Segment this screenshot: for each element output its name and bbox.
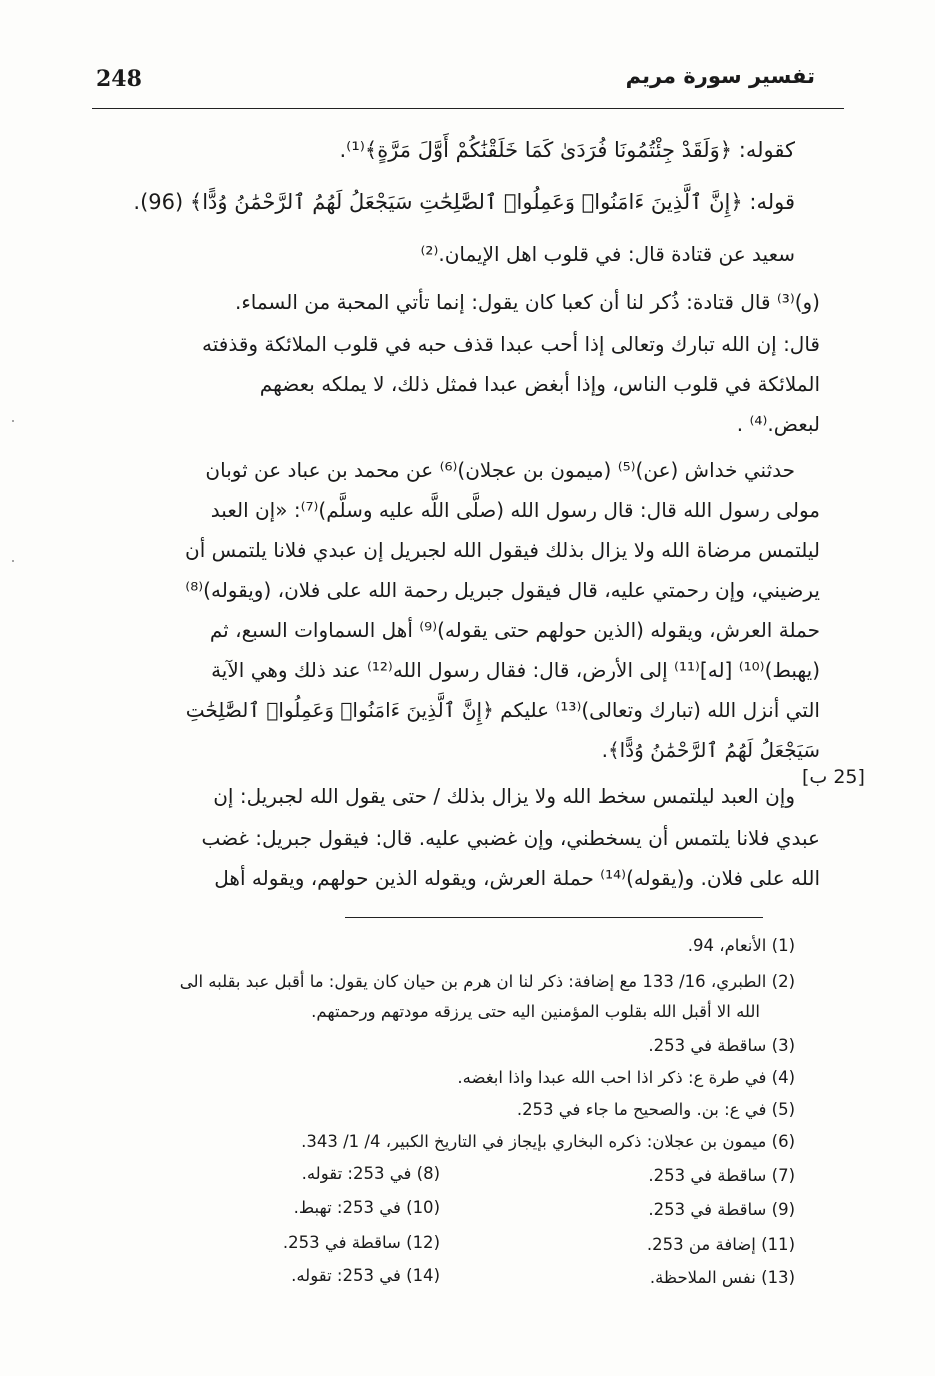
body-line: مولى رسول الله قال: قال رسول الله (صلَّى اللَّه عليه وسلَّم)⁽⁷⁾: «إن العبد <box>210 498 820 522</box>
footnote: (4) في طرة ع: ذكر اذا احب الله عبدا واذا ابغضه. <box>457 1068 795 1087</box>
body-line: لبعض.⁽⁴⁾ . <box>736 412 820 436</box>
footnote-continuation: الله الا أقبل الله بقلوب المؤمنين اليه حتى يرزقه مودتهم ورحمتهم. <box>311 1002 760 1021</box>
body-line: قوله: ﴿إِنَّ ٱلَّذِينَ ءَامَنُوا۟ وَعَمِلُوا۟ ٱلصَّٰلِحَٰتِ سَيَجْعَلُ لَهُمُ ٱلرَّحْمَٰنُ وُدًّا﴾ (96). <box>133 190 795 214</box>
body-line: حدثني خداش (عن)⁽⁵⁾ (ميمون بن عجلان)⁽⁶⁾ عن محمد بن عباد عن ثوبان <box>205 458 795 482</box>
footnote: (5) في ع: بن. والصحيح ما جاء في 253. <box>516 1100 795 1119</box>
footnote-rule <box>345 917 763 918</box>
body-line: الله على فلان. و(يقوله)⁽¹⁴⁾ حملة العرش، ويقوله الذين حولهم، ويقوله أهل <box>214 866 820 890</box>
body-line: (و)⁽³⁾ قال قتادة: ذُكر لنا أن كعبا كان يقول: إنما تأتي المحبة من السماء. <box>235 290 820 314</box>
footnote: (6) ميمون بن عجلان: ذكره البخاري بإيجاز في التاريخ الكبير، 4/ 1/ 343. <box>301 1132 795 1151</box>
header-rule <box>92 108 844 109</box>
body-line: وإن العبد ليلتمس سخط الله ولا يزال بذلك / حتى يقول الله لجبريل: إن <box>213 784 795 808</box>
body-line: التي أنزل الله (تبارك وتعالى)⁽¹³⁾ عليكم ﴿إِنَّ ٱلَّذِينَ ءَامَنُوا۟ وَعَمِلُوا۟ ٱلصَّٰلِحَٰتِ <box>185 698 820 722</box>
body-line: كقوله: ﴿وَلَقَدْ جِئْتُمُونَا فُرَدَىٰ كَمَا خَلَقْنَٰكُمْ أَوَّلَ مَرَّةٍ﴾⁽¹⁾. <box>339 138 795 162</box>
body-line: عبدي فلانا يلتمس أن يسخطني، وإن غضبي عليه. قال: فيقول جبريل: غضب <box>201 826 820 850</box>
footnote: (10) في 253: تهبط. <box>293 1198 440 1217</box>
running-title: تفسير سورة مريم <box>625 64 815 88</box>
scan-speck <box>12 560 14 562</box>
body-line: (يهبط)⁽¹⁰⁾ [له]⁽¹¹⁾ إلى الأرض، قال: فقال رسول الله⁽¹²⁾ عند ذلك وهي الآية <box>211 658 820 682</box>
footnote: (12) ساقطة في 253. <box>282 1233 440 1252</box>
footnote: (13) نفس الملاحظة. <box>649 1268 795 1287</box>
footnote: (3) ساقطة في 253. <box>648 1036 795 1055</box>
footnote: (8) في 253: تقوله. <box>301 1164 440 1183</box>
footnote: (2) الطبري، 16/ 133 مع إضافة: ذكر لنا ان هرم بن حيان كان يقول: ما أقبل عبد بقلبه الى <box>179 972 795 991</box>
body-line: حملة العرش، ويقوله (الذين حولهم حتى يقوله)⁽⁹⁾ أهل السماوات السبع، ثم <box>209 618 820 642</box>
footnote: (7) ساقطة في 253. <box>648 1166 795 1185</box>
body-line: يرضيني، وإن رحمتي عليه، قال فيقول جبريل رحمة الله على فلان، (ويقوله)⁽⁸⁾ <box>185 578 820 602</box>
body-line: سعيد عن قتادة قال: في قلوب اهل الإيمان.⁽²⁾ <box>420 242 795 266</box>
footnote: (9) ساقطة في 253. <box>648 1200 795 1219</box>
folio-margin-note: [25 ب] <box>802 766 865 788</box>
footnote: (14) في 253: تقوله. <box>291 1266 440 1285</box>
footnote: (1) الأنعام، 94. <box>687 936 795 955</box>
body-line: سَيَجْعَلُ لَهُمُ ٱلرَّحْمَٰنُ وُدًّا﴾. <box>601 738 820 762</box>
scan-speck <box>12 420 14 422</box>
body-line: قال: إن الله تبارك وتعالى إذا أحب عبدا قذف حبه في قلوب الملائكة وقذفته <box>202 332 820 356</box>
footnote: (11) إضافة من 253. <box>646 1235 795 1254</box>
body-line: ليلتمس مرضاة الله ولا يزال بذلك فيقول الله لجبريل إن عبدي فلانا يلتمس أن <box>185 538 820 562</box>
body-line: الملائكة في قلوب الناس، وإذا أبغض عبدا فمثل ذلك، لا يملكه بعضهم <box>259 372 820 396</box>
page-number: 248 <box>96 66 142 92</box>
